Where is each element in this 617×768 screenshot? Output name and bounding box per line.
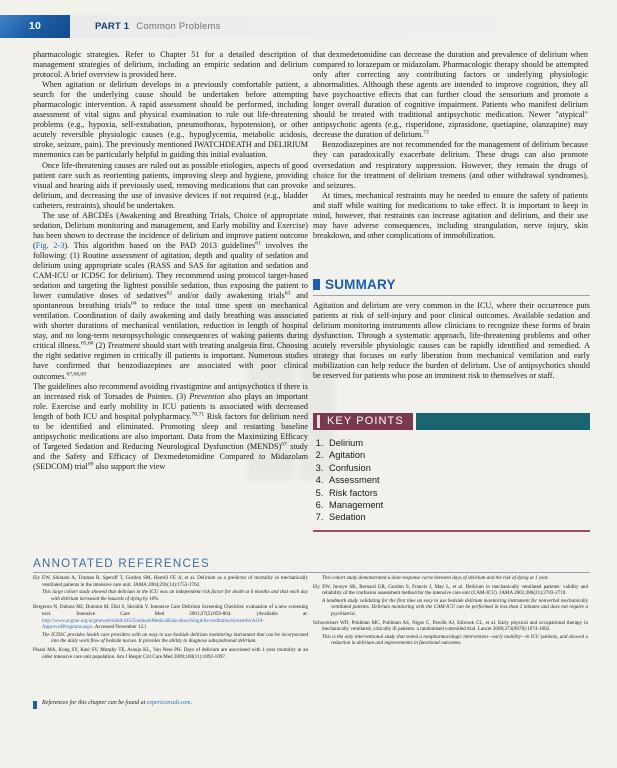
running-head (0, 15, 617, 38)
divider (313, 530, 590, 532)
citation-superscript: 72 (423, 129, 429, 136)
text-run: References for this chapter can be found at (42, 700, 147, 706)
citation-superscript: 65,66 (80, 340, 94, 347)
text-run: to reduce the total time spent on mechanical ventilation. Coordination of daily awakening and daily breathing was associated with shorter durations of mechanical ventilation, reduction in length of hospital stay, and no long-term neuropsychologic consequences of waking patients during critical illness. (33, 301, 308, 351)
summary-body (313, 301, 590, 381)
reference-annotation: This large cohort study showed that delirium in the ICU was an independent risk factor for death at 6 months and that each day with delirium increased the hazards of dying by 10%. (42, 589, 308, 602)
text-run: The guidelines also recommend avoiding rivastigmine and antipsychotics if there is an increased risk of Torsades de Pointes. (3) (33, 381, 308, 401)
square-bullet-icon (313, 279, 320, 290)
paragraph: pharmacologic strategies. Refer to Chapter 51 for a detailed description of management strategies of delirium, including an empiric sedation and delirium protocol. A brief overview is provided here. (33, 50, 308, 80)
text-run: (2) (93, 341, 108, 351)
figure-reference[interactable]: Fig. 2-3 (35, 240, 65, 250)
emphasis: Prevention (189, 391, 225, 401)
body-column-right (313, 50, 588, 241)
annotated-references-heading: ANNOTATED REFERENCES (33, 558, 211, 570)
citation-superscript: 63 (284, 290, 291, 297)
text-run: Bergeron N, Dubois MJ, Dumont M, Dial S, Skrobik Y. Intensive Care Delirium Screening Checklist: evaluation of a new screening tool. Intensive Care Med 2001;27(5):859-864. (Available at: (33, 604, 308, 617)
paragraph-guidelines (33, 382, 308, 472)
text-run: also plays an important role. Exercise and early mobility in ICU patients is associated with decreased length of both ICU and hospital polypharmacy. (33, 391, 308, 421)
reference-entry (33, 604, 308, 630)
list-item: 3. Confusion (326, 462, 590, 474)
square-bullet-icon (33, 701, 37, 709)
key-points-list (313, 437, 590, 524)
emphasis: assessment (111, 250, 148, 260)
references-column-left (33, 575, 308, 661)
citation-superscript: 70,71 (191, 410, 205, 417)
reference-annotation: This is the only interventional study that tested a nonpharmacologic intervention—early mobility—in ICU patients, and showed a reduction in delirium and improvements in functional outcomes. (322, 633, 588, 647)
citation-superscript: 62 (166, 290, 173, 297)
list-item: 7. Sedation (326, 511, 590, 523)
text-run: that dexmedetomidine can decrease the duration and prevalence of delirium when compared to lorazepam or midazolam. Pharmacologic therapy should be attempted only after correcting any contributing factors or underlying physiologic abnormalities. Although these agents are intended to improve cognition, they all have psychoactive effects that can further cloud the sensorium and promote a longer overall duration of cognitive impairment. Patients who manifest delirium should be treated with traditional antipsychotic medication. Newer "atypical" antipsychotic agents (e.g., risperidone, ziprasidone, quetiapine, olanzapine) may decrease the duration of delirium. (313, 50, 588, 140)
text-run: . Accessed November 12.) (92, 624, 147, 631)
list-item: 4. Assessment (326, 474, 590, 486)
summary-heading (313, 277, 590, 292)
reference-annotation: The ICDSC provides health care providers with an easy to use bedside delirium monitoring instrument that can be incorporated into the daily work flow of bedside nurses. It provides the ability to diagnose subsyndromal delirium. (42, 631, 308, 645)
references-column-right (313, 575, 588, 649)
summary-section (313, 277, 590, 381)
citation-superscript: 67,68,69 (66, 370, 87, 377)
citation-superscript: 69 (87, 461, 94, 468)
expert-note-text (42, 700, 192, 706)
key-points-section (313, 413, 590, 532)
paragraph: When agitation or delirium develops in a previously comfortable patient, a search for the underlying cause should be undertaken before attempting pharmacologic intervention. A rapid assessment should be performed, including assessment of vital signs and physical examination to rule out life-threatening problems (e.g., hypoxia, self-extubation, pneumothorax, hypotension), or other acutely reversible physiologic causes (e.g., hypoglycemia, metabolic acidosis, stroke, seizure, pain). The previously mentioned IWATCHDEATH and DELIRIUM mnemonics can be particularly helpful in guiding this initial evaluation. (33, 80, 308, 160)
list-item: 6. Management (326, 499, 590, 511)
key-points-bar (313, 413, 590, 430)
annotated-references-header (33, 558, 590, 573)
citation-superscript: 64 (131, 300, 137, 307)
divider (313, 295, 590, 296)
citation-superscript: 61 (255, 240, 261, 247)
list-item: 5. Risk factors (326, 487, 590, 499)
key-points-bar-fill (416, 413, 590, 430)
text-run: ). This algorithm based on the PAD 2013 guidelines (64, 240, 256, 250)
text-run: of agitation, depth and quality of sedation and delirium using appropriate scales (RASS and SAS for agitation and sedation and CAM-ICU or ICDSC for delirium). They recommend using protocol target-based sedation and targeting the lightest possible sedation, thus exposing the patient to lower cumulative doses of sedatives (33, 250, 308, 301)
list-item: 1. Delirium (326, 437, 590, 449)
reference-annotation: This cohort study demonstrated a dose-response curve between days of delirium and the risk of dying at 1 year. (322, 575, 549, 581)
part-title: Common Problems (136, 21, 221, 32)
divider (33, 572, 590, 573)
text-run: study and the Safety and Efficacy of Dexmedetomidine Compared to Midazolam (SEDCOM) trial (33, 441, 308, 471)
paragraph: Once life-threatening causes are ruled out as possible etiologies, aspects of good patient care such as reorienting patients, improving sleep and hygiene, providing visual and hearing aids if previously used, removing medications that can provoke delirium, and decreasing the use of invasive devices if not required (e.g., bladder catheters, restraints), should be undertaken. (33, 160, 308, 210)
text-run: and spontaneous breathing trials (33, 291, 309, 311)
text-run: . (190, 700, 193, 706)
paragraph (313, 50, 588, 140)
running-head-text (95, 15, 221, 38)
text-run: Risk factors for delirium need to be identified and eliminated. Promoting sleep and restarting baseline antipsychotic medications are also important. Data from the Maximizing Efficacy of Targeted Sedation and Reducing Neurological Dysfunction (MENDS) (33, 411, 308, 451)
paragraph: Benzodiazepines are not recommended for the management of delirium because they can paradoxically exacerbate delirium. These drugs can also promote oversedation and respiratory suppression. However, they remain the drugs of choice for the treatment of delirium tremens (and other withdrawal syndromes), and seizures. (313, 140, 588, 190)
reference-link[interactable]: http://www.acgme.org/acgmeweb/tabid/445/GraduateMedicalEducation/SingleAccreditationSystemforAOA-ApprovedPrograms.aspx (42, 617, 265, 631)
text-run: also support the view (93, 461, 166, 471)
body-column-left (33, 50, 308, 472)
part-label: PART 1 (95, 21, 130, 32)
text-run: and/or daily awakening trials (172, 291, 285, 301)
text-run: The use of ABCDEs (Awakening and Breathing Trials, Choice of appropriate sedation, Delirium monitoring and management, and Early mobility and Exercise) has been shown to decrease the incidence of delirium and improve patient outcome ( (33, 210, 308, 250)
text-run: involves the following: (1) Routine (33, 240, 308, 260)
expert-consult-link[interactable]: expertconsult.com (146, 700, 191, 706)
expert-consult-note (33, 700, 192, 709)
citation-superscript: 67 (281, 441, 287, 448)
summary-heading-label: SUMMARY (325, 277, 396, 292)
key-points-label: KEY POINTS (313, 413, 413, 430)
list-item: 2. Agitation (326, 449, 590, 461)
reference-entry: Schweickert WD, Pohlman MC, Pohlman AS, Nigos C, Pawlik AJ, Esbrook CL, et al. Early physical and occupational therapy in mechanically ventilated, critically ill patients: a randomised controlled trial. Lancet 2009;373(9678):1874-1882. (313, 619, 588, 633)
reference-entry: Ely EW, Shintani A, Truman B, Speroff T, Gordon SM, Harrell FE Jr, et al. Delirium as a predictor of mortality in mechanically ventilated patients in the intensive care unit. JAMA 2004;291(14):1753-1762. (33, 575, 308, 588)
text-run: should start with treating analgesia first. Choosing the right sedative regimen in critically ill patients is important. Numerous studies have confirmed that benzodiazepines are associated with poor clinical outcomes. (33, 341, 309, 381)
reference-entry: Pisani MA, Kong SY, Kasl SV, Murphy TE, Araujo KL, Van Ness PH. Days of delirium are associated with 1-year mortality in an older intensive care unit population. Am J Respir Crit Care Med 2009;180(11):1092-1097. (33, 646, 308, 660)
paragraph-abcde (33, 211, 308, 382)
paragraph: Agitation and delirium are very common in the ICU, where their occurrence puts patients at risk of self-injury and poor clinical outcomes. Available sedation and delirium monitoring instruments allow clinicians to recognize these forms of brain dysfunction. Through a systematic approach, life-threatening problems and other acutely reversible physiologic causes can be rapidly identified and remedied. A strategy that focuses on early liberation from mechanical ventilation and early mobilization can help reduce the burden of delirium. Use of antipsychotics should be reserved for patients who pose an imminent risk to themselves or staff. (313, 301, 590, 381)
page-number: 10 (28, 20, 42, 32)
emphasis: Treatment (107, 341, 141, 351)
reference-annotation: A landmark study validating for the first time an easy to use bedside delirium monitoring instrument for nonverbal mechanically ventilated patients. Delirium monitoring with the CAM-ICU can be performed in less than 2 minutes and does not require a psychiatrist. (322, 597, 588, 617)
reference-entry: Ely EW, Inouye SK, Bernard GR, Gordon S, Francis J, May L, et al. Delirium in mechanically ventilated patients: validity and reliability of the confusion assessment method for the intensive care unit (CAM-ICU). JAMA 2001;286(21):2703-2710. (313, 583, 588, 597)
paragraph: At times, mechanical restraints may be needed to ensure the safety of patients and staff while waiting for medications to take effect. It is important to keep in mind, however, that restraints can increase agitation and delirium, and their use may have adverse consequences, including strangulation, nerve injury, skin breakdown, and other complications of immobilization. (313, 190, 588, 240)
